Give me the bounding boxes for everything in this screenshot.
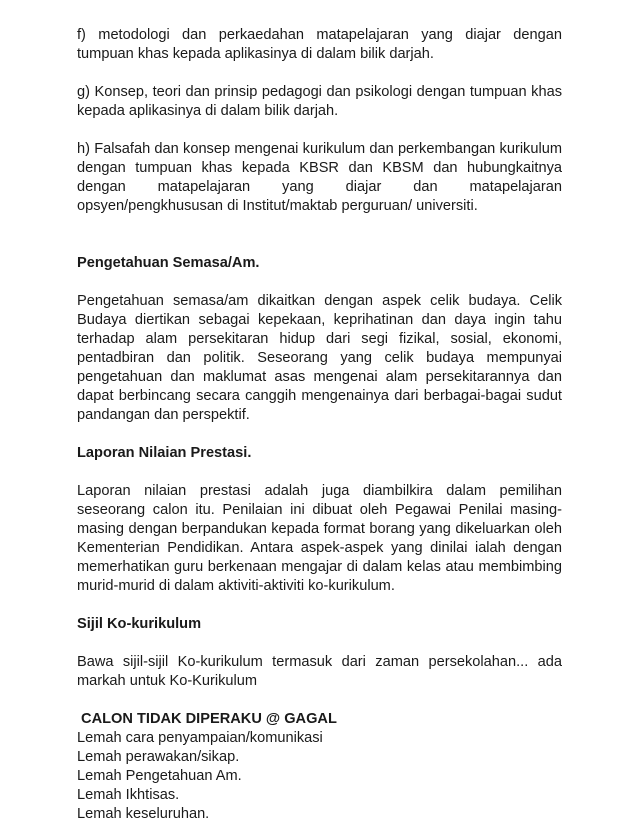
heading-sijil-kokurikulum: Sijil Ko-kurikulum (77, 616, 202, 632)
reason-item: Lemah perawakan/sikap. (77, 749, 240, 765)
list-item-g: g) Konsep, teori dan prinsip pedagogi dan psikologi dengan tumpuan khas kepada aplikasinya di dalam bilik darjah. (77, 84, 562, 119)
heading-pengetahuan-semasa: Pengetahuan Semasa/Am. (77, 255, 260, 271)
document-page (77, 26, 562, 824)
reason-item: Lemah keseluruhan. (77, 806, 210, 822)
paragraph-sijil-kokurikulum: Bawa sijil-sijil Ko-kurikulum termasuk dari zaman persekolahan... ada markah untuk Ko-Kurikulum (77, 654, 562, 689)
paragraph-laporan-nilaian: Laporan nilaian prestasi adalah juga diambilkira dalam pemilihan seseorang calon itu. Penilaian ini dibuat oleh Pegawai Penilai masing-masing dengan berpandukan kepada format borang yang dikeluarkan oleh Kementerian Pendidikan. Antara aspek-aspek yang dinilai ialah dengan memerhatikan guru berkenaan mengajar di dalam kelas atau membimbing murid-murid di dalam aktiviti-aktiviti ko-kurikulum. (77, 483, 562, 594)
reason-item: Lemah Ikhtisas. (77, 787, 180, 803)
reasons-list (77, 729, 562, 824)
spacer (77, 235, 562, 254)
heading-laporan-nilaian: Laporan Nilaian Prestasi. (77, 445, 252, 461)
list-item-h: h) Falsafah dan konsep mengenai kurikulum dan perkembangan kurikulum dengan tumpuan khas kepada KBSR dan KBSM dan hubungkaitnya dengan matapelajaran yang diajar dan matapelajaran opsyen/pengkhususan di Institut/maktab perguruan/ universiti. (77, 141, 562, 214)
reason-item: Lemah cara penyampaian/komunikasi (77, 730, 323, 746)
reason-item: Lemah Pengetahuan Am. (77, 768, 242, 784)
list-item-f: f) metodologi dan perkaedahan matapelajaran yang diajar dengan tumpuan khas kepada aplikasinya di dalam bilik darjah. (77, 27, 562, 62)
heading-calon-tidak-diperaku: CALON TIDAK DIPERAKU @ GAGAL (77, 711, 337, 727)
paragraph-pengetahuan-semasa: Pengetahuan semasa/am dikaitkan dengan aspek celik budaya. Celik Budaya diertikan sebagai kepekaan, keprihatinan dan daya ingin tahu terhadap alam persekitaran hidup dari segi fizikal, sosial, ekonomi, pentadbiran dan politik. Seseorang yang celik budaya mempunyai pengetahuan dan maklumat asas mengenai alam persekitarannya dan dapat berbincang secara canggih mengenainya dari berbagai-bagai sudut pandangan dan perspektif. (77, 293, 562, 423)
